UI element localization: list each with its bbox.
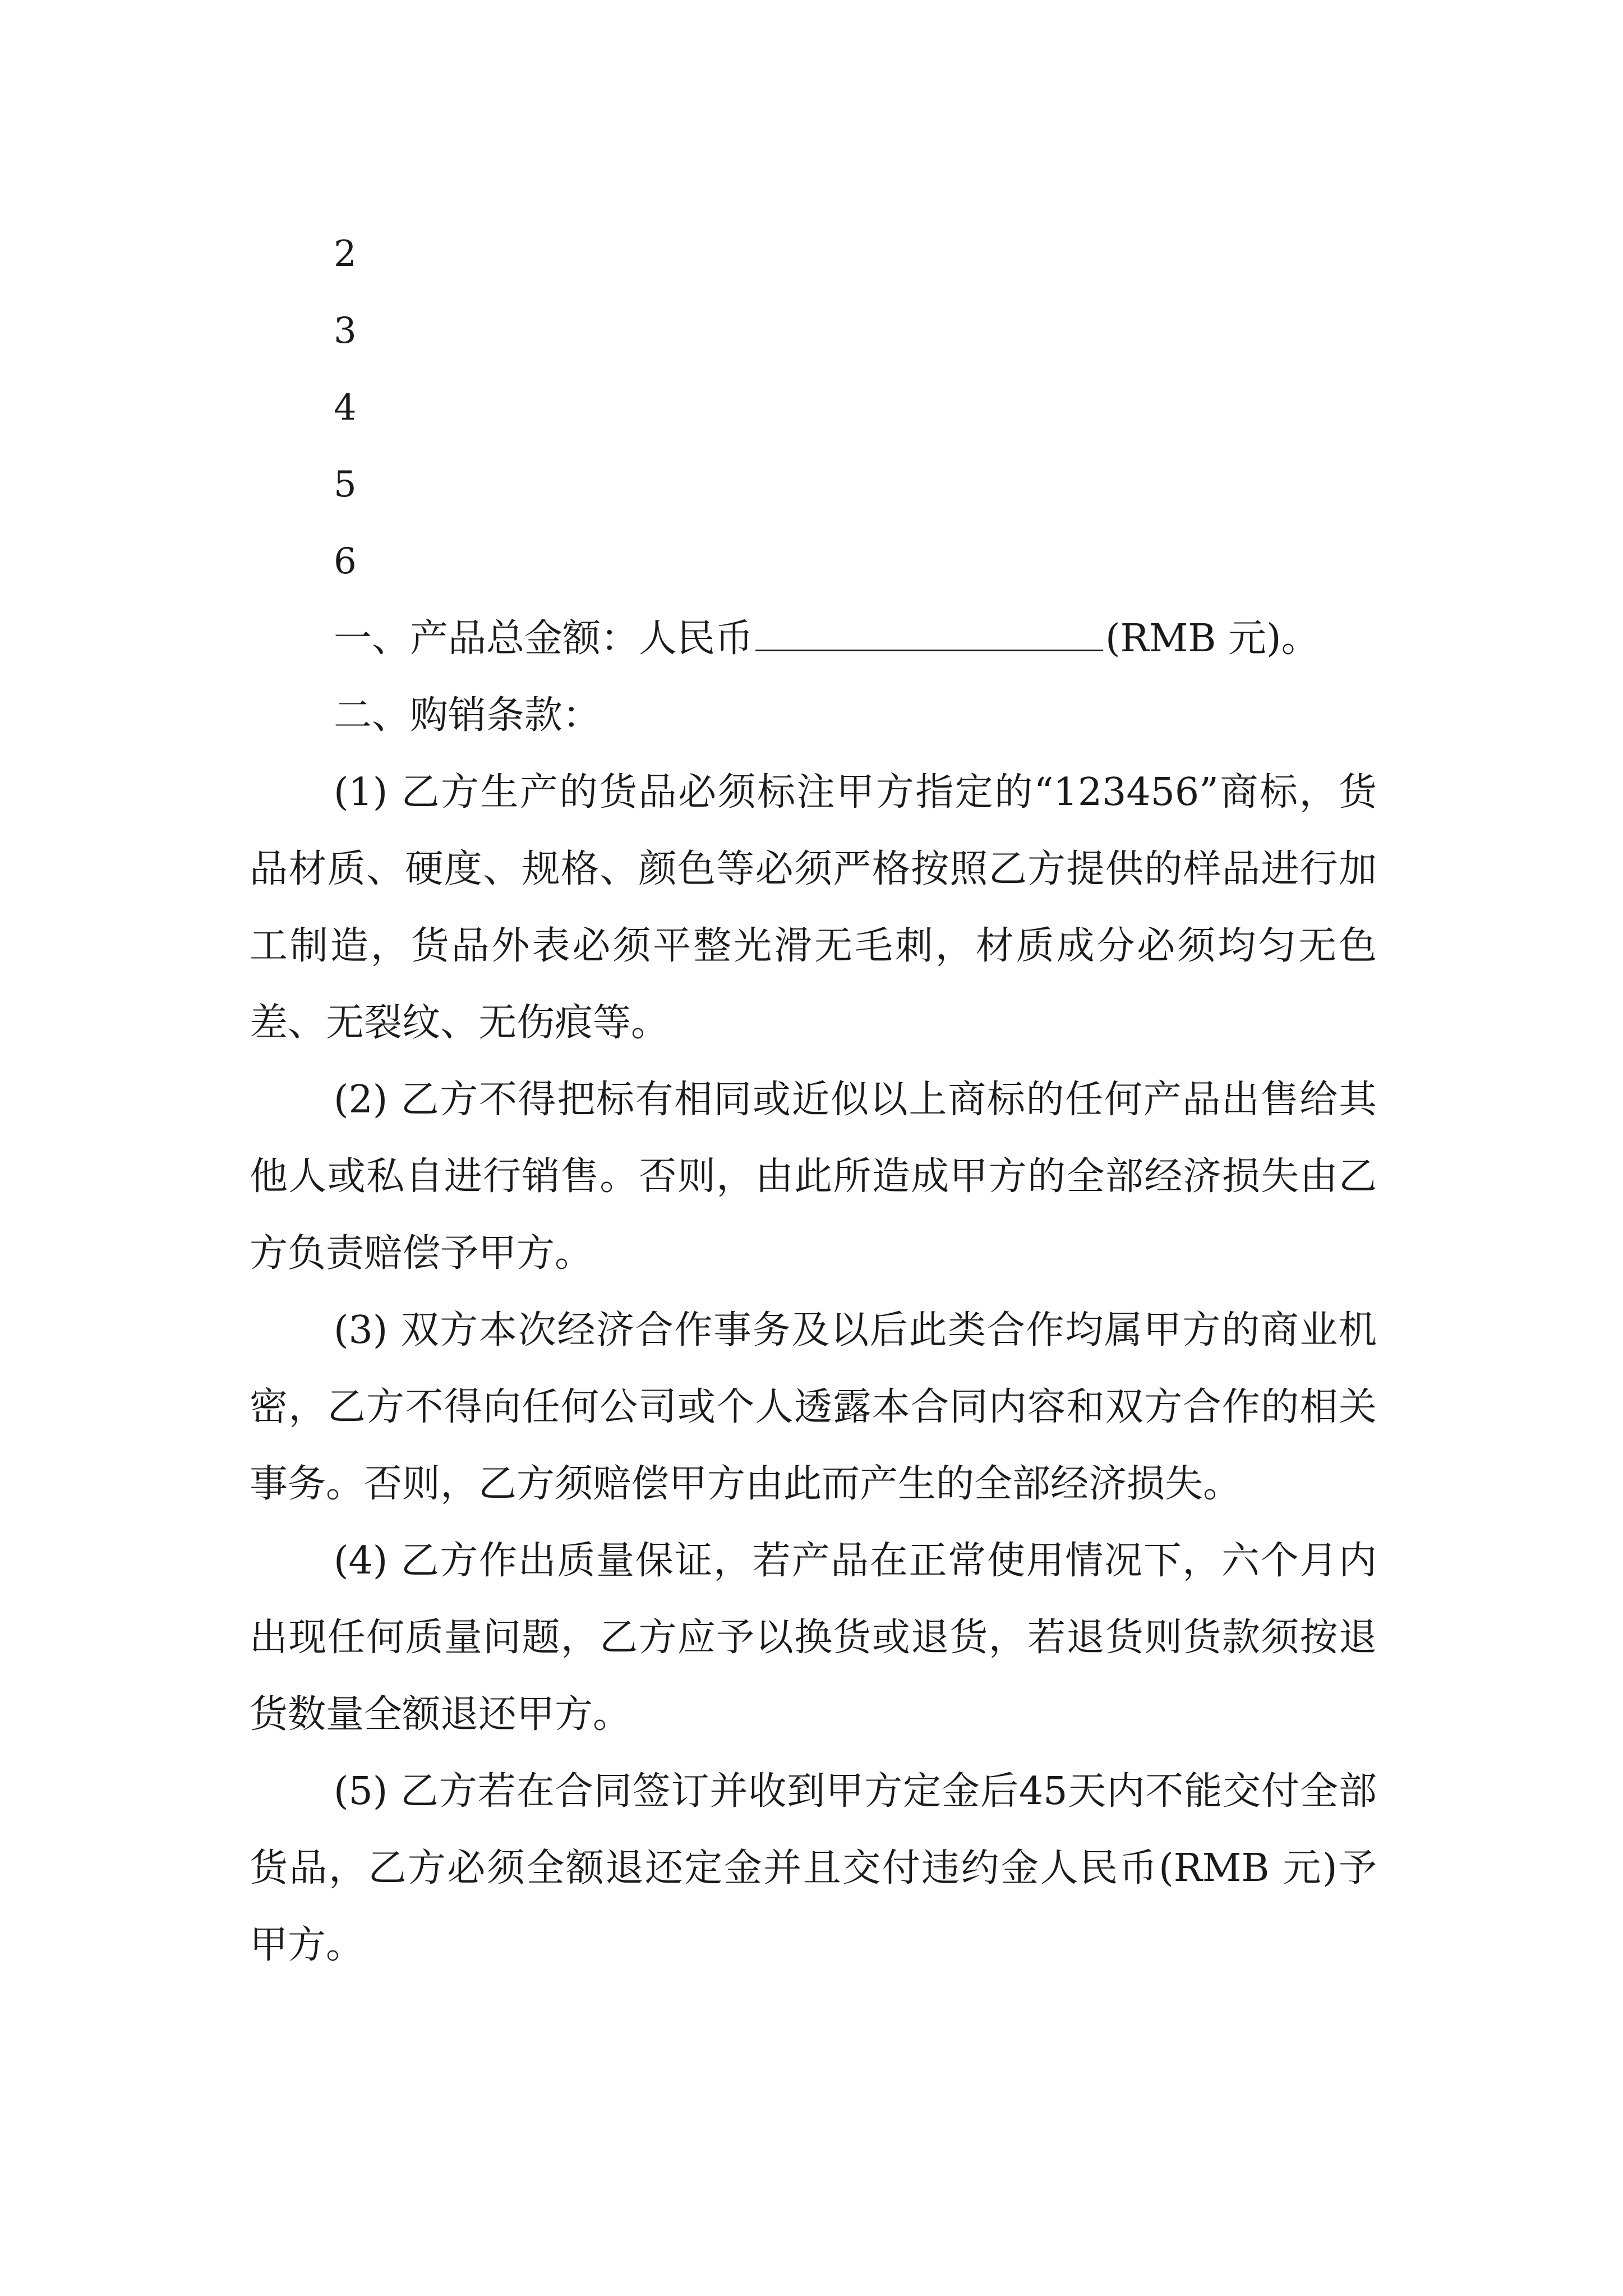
clause-4: (4) 乙方作出质量保证，若产品在正常使用情况下，六个月内出现任何质量问题，乙方应予以换货或退货，若退货则货款须按退货数量全额退还甲方。	[250, 1539, 1377, 1737]
clause-3: (3) 双方本次经济合作事务及以后此类合作均属甲方的商业机密，乙方不得向任何公司或个人透露本合同内容和双方合作的相关事务。否则，乙方须赔偿甲方由此而产生的全部经济损失。	[250, 1308, 1377, 1506]
total-amount-line	[250, 600, 1377, 677]
contract-body	[250, 600, 1377, 1984]
amount-blank-field	[755, 610, 1103, 651]
clause-5: (5) 乙方若在合同签订并收到甲方定金后45天内不能交付全部货品，乙方必须全额退还定金并且交付违约金人民币(RMB 元)予甲方。	[250, 1769, 1377, 1967]
total-amount-suffix: (RMB 元)。	[1105, 616, 1320, 661]
clause-2: (2) 乙方不得把标有相同或近似以上商标的任何产品出售给其他人或私自进行销售。否则，由此所造成甲方的全部经济损失由乙方负责赔偿予甲方。	[250, 1078, 1377, 1276]
total-amount-label: 一、产品总金额：人民币	[334, 616, 754, 661]
list-number: 6	[334, 541, 357, 582]
list-number: 5	[334, 464, 357, 505]
numbered-list	[334, 216, 446, 600]
clause-1: (1) 乙方生产的货品必须标注甲方指定的“123456”商标，货品材质、硬度、规格、颜色等必须严格按照乙方提供的样品进行加工制造，货品外表必须平整光滑无毛刺，材质成分必须均匀无色差、无裂纹、无伤痕等。	[250, 770, 1377, 1045]
terms-heading: 二、购销条款：	[334, 693, 601, 738]
list-number: 3	[334, 310, 357, 352]
list-number: 4	[334, 387, 357, 429]
list-number: 2	[334, 233, 357, 275]
